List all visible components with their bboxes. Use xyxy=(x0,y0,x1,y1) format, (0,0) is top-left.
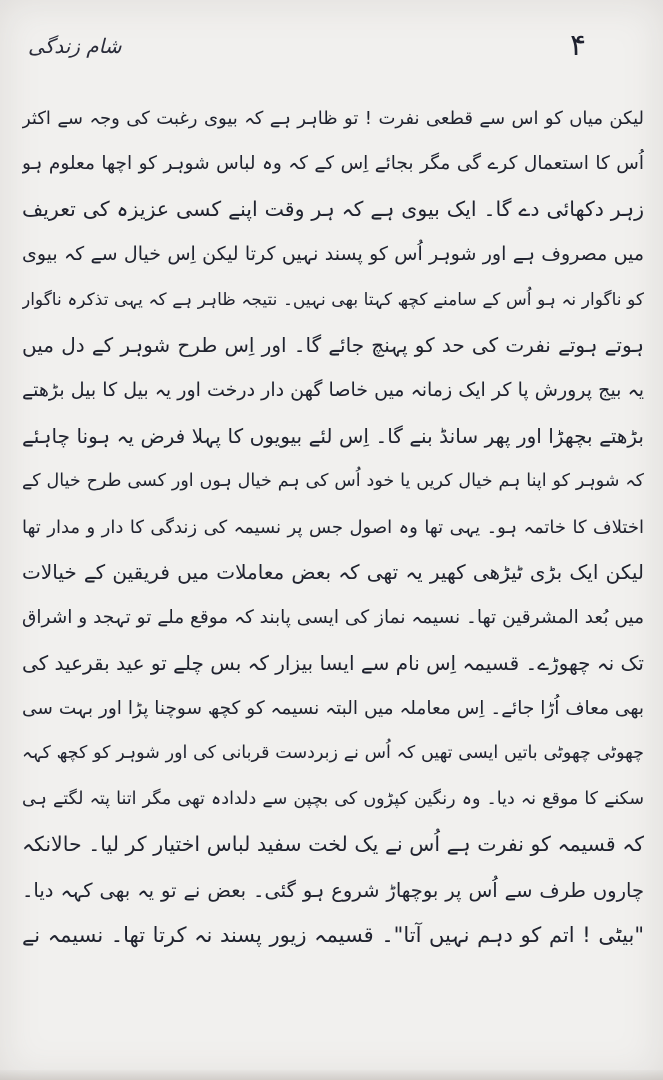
text-line: میں مصروف ہے اور شوہر اُس کو پسند نہیں کرتا لیکن اِس خیال سے کہ بیوی xyxy=(22,243,644,266)
text-line: سکنے کا موقع نہ دیا۔ وہ رنگین کپڑوں کی بچپن سے دلدادہ تھی مگر اتنا پتہ لگتے ہی xyxy=(22,788,644,809)
text-line: زہر دکھائی دے گا۔ ایک بیوی ہے کہ ہر وقت اپنے کسی عزیزہ کی تعریف xyxy=(22,196,644,221)
text-line: چاروں طرف سے اُس پر بوچھاڑ شروع ہو گئی۔ بعض نے تو یہ بھی کہہ دیا۔ xyxy=(22,878,644,902)
text-line: کہ شوہر کو اپنا ہم خیال کریں یا خود اُس کی ہم خیال ہوں اور کسی طرح خیال کے xyxy=(22,471,644,492)
text-line: کو ناگوار نہ ہو اُس کے سامنے کچھ کہتا بھی نہیں۔ نتیجہ ظاہر ہے کہ یہی تذکرہ ناگوار xyxy=(22,289,644,310)
text-line: ہوتے ہوتے نفرت کی حد کو پہنچ جائے گا۔ اور اِس طرح شوہر کے دل میں xyxy=(22,332,644,357)
text-line: لیکن ایک بڑی ٹیڑھی کھیر یہ تھی کہ بعض معاملات میں فریقین کے خیالات xyxy=(22,559,644,584)
text-line: یہ بیج پرورش پا کر ایک زمانہ میں خاصا گھن دار درخت اور یہ بیل کا بیل بڑھتے xyxy=(22,379,644,402)
text-line: بڑھتے بچھڑا اور پھر سانڈ بنے گا۔ اِس لئے بیویوں کا پہلا فرض یہ ہونا چاہئے xyxy=(22,423,644,448)
page-header xyxy=(0,28,663,78)
text-line: کہ قسیمہ کو نفرت ہے اُس نے یک لخت سفید لباس اختیار کر لیا۔ حالانکہ xyxy=(22,832,644,857)
text-line: لیکن میاں کو اس سے قطعی نفرت ! تو ظاہر ہے کہ بیوی رغبت کی وجہ سے اکثر xyxy=(22,108,644,129)
text-line: "بیٹی ! اتم کو دہم نہیں آتا"۔ قسیمہ زیور پسند نہ کرتا تھا۔ نسیمہ نے xyxy=(22,923,644,948)
text-line: اختلاف کا خاتمہ ہو۔ یہی تھا وہ اصول جس پر نسیمہ کی زندگی کا دار و مدار تھا xyxy=(22,516,644,538)
text-line: اُس کا استعمال کرے گی مگر بجائے اِس کے کہ وہ لباس شوہر کو اچھا معلوم ہو xyxy=(22,153,644,175)
handwritten-urdu-text xyxy=(22,96,644,958)
text-line: میں بُعد المشرقین تھا۔ نسیمہ نماز کی ایسی پابند کہ موقع ملے تو تہجد و اشراق xyxy=(22,607,644,629)
page-number: ۴ xyxy=(570,28,587,63)
page-bottom-edge xyxy=(0,1070,663,1080)
text-line: بھی معاف اُڑا جائے۔ اِس معاملہ میں البتہ نسیمہ کو کچھ سوچنا پڑا اور بہت سی xyxy=(22,698,644,720)
running-title: شام زندگی xyxy=(28,34,122,58)
text-line: تک نہ چھوڑے۔ قسیمہ اِس نام سے ایسا بیزار کہ بس چلے تو عید بقرعید کی xyxy=(22,650,644,675)
text-line: چھوٹی چھوٹی باتیں ایسی تھیں کہ اُس نے زبردست قربانی کی اور شوہر کو کچھ کہہ xyxy=(22,743,644,764)
